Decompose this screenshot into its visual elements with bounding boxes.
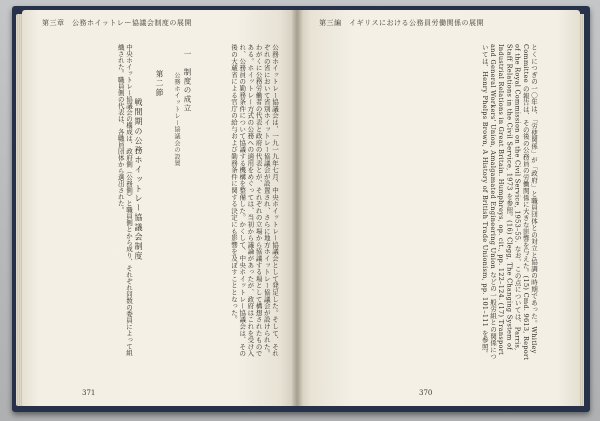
section-subtitle: 公務ホイットレー協議会の設置 xyxy=(173,72,180,168)
left-body-text-2: 中央ホイットレー協議会の構成は、政府側（公務側）と職員側とから成り、それぞれ同数の委員によって組織された。職員側の代表は、各職員団体から選出された。 xyxy=(116,44,133,356)
right-page-number: 370 xyxy=(419,389,433,397)
chapter-label: 第二節 xyxy=(155,70,164,98)
left-running-head: 第三章 公務ホイットレー協議会制度の展開 xyxy=(42,19,192,27)
left-page xyxy=(22,10,297,406)
right-page xyxy=(297,10,580,406)
chapter-heading xyxy=(133,70,165,261)
right-body-text: とくにつぎの一〇年は、「労使関係」が「政府」と職員団体との対立と協調の時期であった。Whitley Committee の報告は、その後の公務員の労働関係に大きな影響を与えた。(15) Cmd. 9613, Report of the Royal Commission on the Civil Service, 1953–55. なお、この点については、Parris, Staff Relations in the Civil Service, 1973 を参照。(16) Clegg, The Changing System of Industrial Relations in Great Britain. Humphreys, op. cit., pp. 122–124. (17) Transport and General Workers' Union, Amalgamated Engineering Union などの一般労組との関係については、Henry Phelps Brown, A History of British Trade Unionism, pp. 101–111 を参照。 xyxy=(480,44,538,361)
book-gutter xyxy=(291,10,303,406)
section-title: 一 制度の成立 xyxy=(183,50,192,113)
right-running-head: 第三編 イギリスにおける公務員労働関係の展開 xyxy=(319,19,484,27)
chapter-title: 戦間期の公務ホイットレー協議会制度 xyxy=(134,98,143,262)
left-page-number: 371 xyxy=(82,389,96,397)
left-body-text: 公務ホイットレー協議会は、一九一九年七月、中央ホイットレー協議会として発足した。そして、それぞれの省において省別ホイットレー協議会が設置され、さらに地方ホイットレー協議会が設けられた。わがくに公務労働者の代表と政府の代表とが、それぞれの立場から協議する場として構想されたものである。ホイットレー方式の公務への適用をめぐっては、当初から議論があったが、政府はこれを受け入れ、公務員の勤務条件について協議する機構を整備した。かくして、中央ホイットレー協議会は、その後の大蔵省による官庁の給与および勤務条件に関する決定にも影響を及ぼすこととなった。 xyxy=(229,44,279,357)
